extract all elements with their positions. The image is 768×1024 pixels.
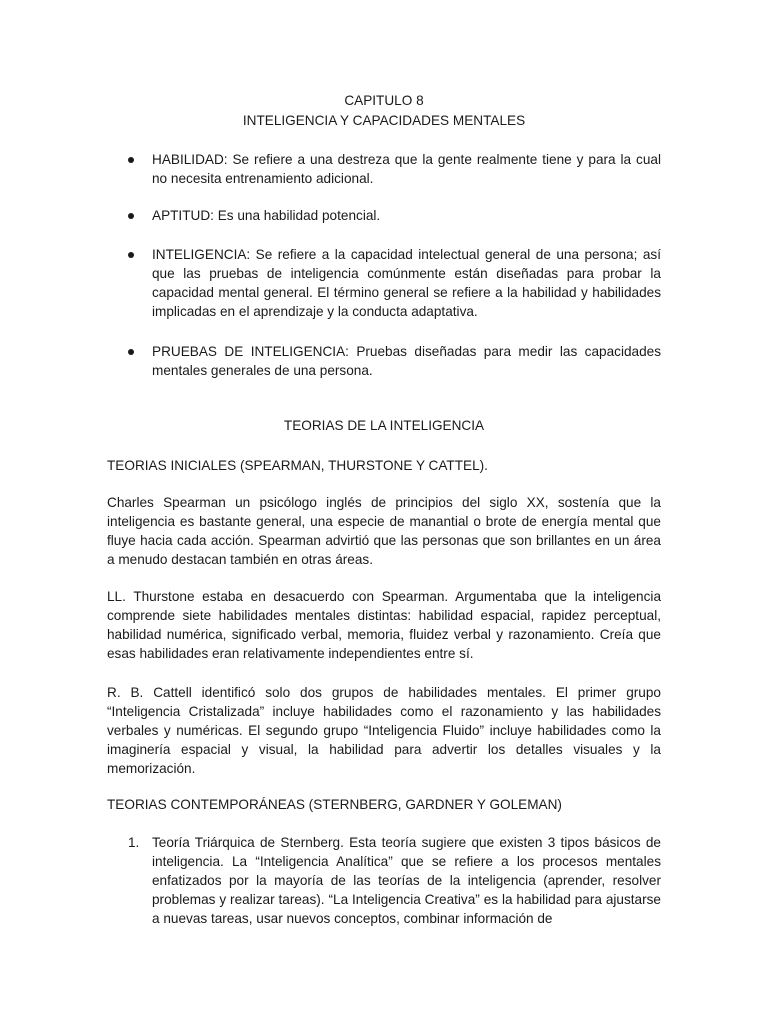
definition-habilidad: HABILIDAD: Se refiere a una destreza que la gente realmente tiene y para la cual no necesita entrenamiento adicional. [152,152,661,186]
initial-theories-heading: TEORIAS INICIALES (SPEARMAN, THURSTONE Y CATTEL). [107,458,488,473]
chapter-title: INTELIGENCIA Y CAPACIDADES MENTALES [242,113,526,128]
bullet-dot [128,213,134,219]
paragraph-spearman: Charles Spearman un psicólogo inglés de principios del siglo XX, sostenía que la inteligencia es bastante general, una especie de manantial o brote de energía mental que fluye hacia cada acción. Spearman advirtió que las personas que son brillantes en un área a menudo destacan también en otras áreas. [107,495,661,567]
definition-aptitud: APTITUD: Es una habilidad potencial. [152,208,381,223]
chapter-label: CAPITULO 8 [344,93,424,108]
paragraph-cattell: R. B. Cattell identificó solo dos grupos de habilidades mentales. El primer grupo “Inteligencia Cristalizada” incluye habilidades como el razonamiento y las habilidades verbales y numéricas. El segundo grupo “Inteligencia Fluido” incluye habilidades como la imaginería espacial y visual, la habilidad para advertir los detalles visuales y la memorización. [107,685,661,776]
bullet-dot [128,252,134,258]
definition-inteligencia: INTELIGENCIA: Se refiere a la capacidad intelectual general de una persona; así que las pruebas de inteligencia comúnmente están diseñadas para probar la capacidad mental general. El término general se refiere a la habilidad y habilidades implicadas en el aprendizaje y la conducta adaptativa. [152,247,661,319]
contemporary-heading: TEORIAS CONTEMPORÁNEAS (STERNBERG, GARDNER Y GOLEMAN) [107,797,562,812]
bullet-dot [128,349,134,355]
section-title: TEORIAS DE LA INTELIGENCIA [283,418,485,433]
list-number: 1. [128,835,140,850]
paragraph-thurstone: LL. Thurstone estaba en desacuerdo con Spearman. Argumentaba que la inteligencia comprende siete habilidades mentales distintas: habilidad espacial, rapidez perceptual, habilidad numérica, significado verbal, memoria, fluidez verbal y razonamiento. Creía que esas habilidades eran relativamente independientes entre sí. [107,589,661,661]
definition-pruebas: PRUEBAS DE INTELIGENCIA: Pruebas diseñadas para medir las capacidades mentales generales de una persona. [152,344,661,378]
bullet-dot [128,157,134,163]
numbered-item-sternberg: Teoría Triárquica de Sternberg. Esta teoría sugiere que existen 3 tipos básicos de inteligencia. La “Inteligencia Analítica” que se refiere a los procesos mentales enfatizados por la mayoría de las teorías de la inteligencia (aprender, resolver problemas y realizar tareas). “La Inteligencia Creativa” es la habilidad para ajustarse a nuevas tareas, usar nuevos conceptos, combinar información de [152,835,661,926]
